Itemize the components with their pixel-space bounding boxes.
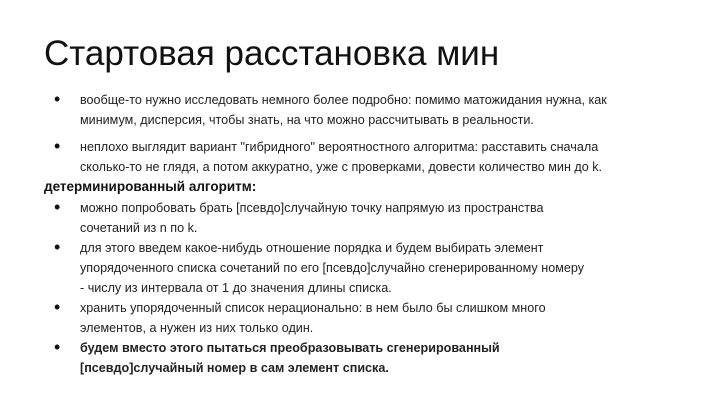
bullet-line: будем вместо этого пытаться преобразовывать сгенерированный [80,341,500,355]
bottom-bullet-list [54,197,585,378]
bullet-line: сколько-то не глядя, а потом аккуратно, уже с проверками, довести количество мин до k. [80,160,603,174]
bullet-line: неплохо выглядит вариант "гибридного" вероятностного алгоритма: расставить сначала [80,140,599,154]
bullet-dot-icon: • [54,297,61,317]
bullet-line: упорядоченного списка сочетаний по его [псевдо]случайно сгенерированному номеру [80,261,585,275]
bullet-dot-icon: • [54,197,61,217]
bullet-line: вообще-то нужно исследовать немного более подробно: помимо матожидания нужна, как [80,93,607,107]
subheading: детерминированный алгоритм: [44,179,257,194]
bullet-line: можно попробовать брать [псевдо]случайную точку напрямую из пространства [80,201,544,215]
bullet-dot-icon: • [54,237,61,257]
bullet-line: [псевдо]случайный номер в сам элемент списка. [80,361,389,375]
bullet-line: для этого введем какое-нибудь отношение порядка и будем выбирать элемент [80,241,544,255]
slide-title: Стартовая расстановка мин [44,34,500,73]
bullet-line: элементов, а нужен из них только один. [80,321,314,335]
bullet-dot-icon: • [54,337,61,357]
bullet-item [54,197,584,238]
top-bullet-list [54,89,607,184]
bullet-item [54,89,607,130]
bullet-item [54,136,607,177]
bullet-line: минимум, дисперсия, чтобы знать, на что можно рассчитывать в реальности. [80,113,534,127]
bullet-line: - числу из интервала от 1 до значения длины списка. [80,281,392,295]
bullet-line: хранить упорядоченный список нерационально: в нем было бы слишком много [80,301,546,315]
bullet-item [54,297,584,338]
bullet-dot-icon: • [54,136,61,156]
bullet-item [54,337,584,378]
bullet-dot-icon: • [54,89,61,109]
bullet-line: сочетаний из n по k. [80,221,198,235]
bullet-item [54,237,585,298]
